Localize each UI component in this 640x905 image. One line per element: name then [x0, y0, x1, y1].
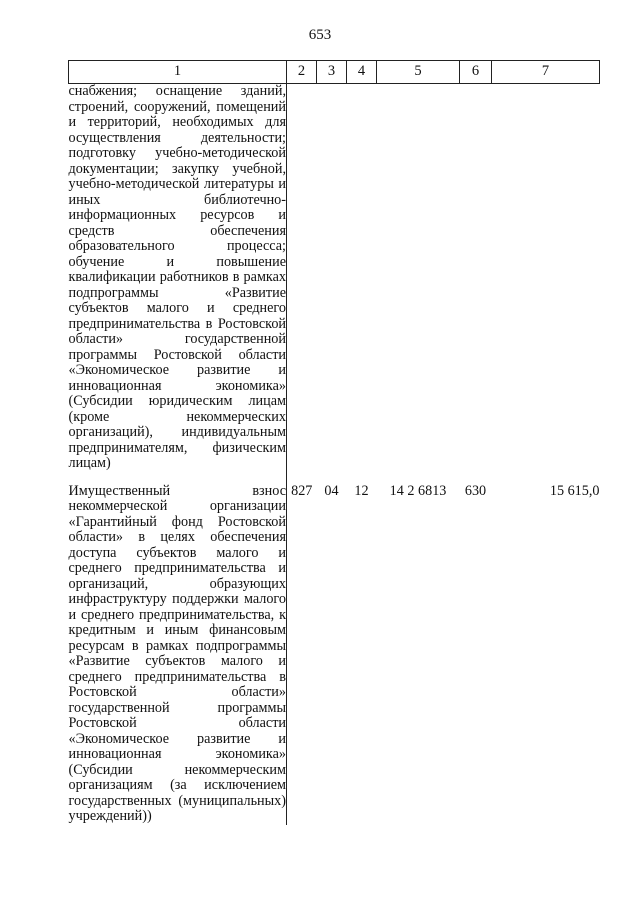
column-header-row: [69, 61, 600, 84]
expense-name: снабжения; оснащение зданий, строений, сооружений, помещений и территорий, необходимых для осуществления деятельности; подготовку учебно-методической документации; закупку учебной, учебно-методической литературы и иных библиотечно-информационных ресурсов и средств обеспечения образовательного процесса; обучение и повышение квалификации работников в рамках подпрограммы «Развитие субъектов малого и среднего предпринимательства в Ростовской области» государственной программы Ростовской области «Экономическое развитие и инновационная экономика» (Субсидии юридическим лицам (кроме некоммерческих организаций), индивидуальным предпринимателям, физическим лицам): [68, 83, 286, 471]
budget-table: [68, 60, 600, 825]
section-code: [317, 84, 347, 472]
expense-type-code: [460, 84, 492, 472]
column-header: 3: [317, 61, 347, 84]
subsection-code: [347, 84, 377, 472]
table-row: [69, 472, 600, 825]
target-article-code: 14 2 6813: [389, 482, 447, 499]
subsection-code: 12: [354, 482, 369, 499]
target-article-code: [377, 84, 460, 472]
ministry-code: 827: [291, 482, 313, 499]
table-row: [69, 84, 600, 472]
column-header: 7: [492, 61, 600, 84]
ministry-code: [287, 84, 317, 472]
column-header: 5: [377, 61, 460, 84]
expense-type-code: 630: [464, 482, 487, 499]
column-header: 1: [69, 61, 287, 84]
column-header: 4: [347, 61, 377, 84]
column-header: 6: [460, 61, 492, 84]
expense-name: Имущественный взнос некоммерческой организации «Гарантийный фонд Ростовской области» в целях обеспечения доступа субъектов малого и среднего предпринимательства и организаций, образующих инфраструктуру поддержки малого и среднего предпринимательства, к кредитным и иным финансовым ресурсам в рамках подпрограммы «Развитие субъектов малого и среднего предпринимательства в Ростовской области» государственной программы Ростовской области «Экономическое развитие и инновационная экономика» (Субсидии некоммерческим организациям (за исключением государственных (муниципальных) учреждений)): [69, 472, 287, 825]
amount: 15 615,0: [549, 482, 600, 499]
amount: [492, 84, 600, 472]
section-code: 04: [324, 482, 339, 499]
column-header: 2: [287, 61, 317, 84]
page-number: 653: [308, 27, 332, 43]
